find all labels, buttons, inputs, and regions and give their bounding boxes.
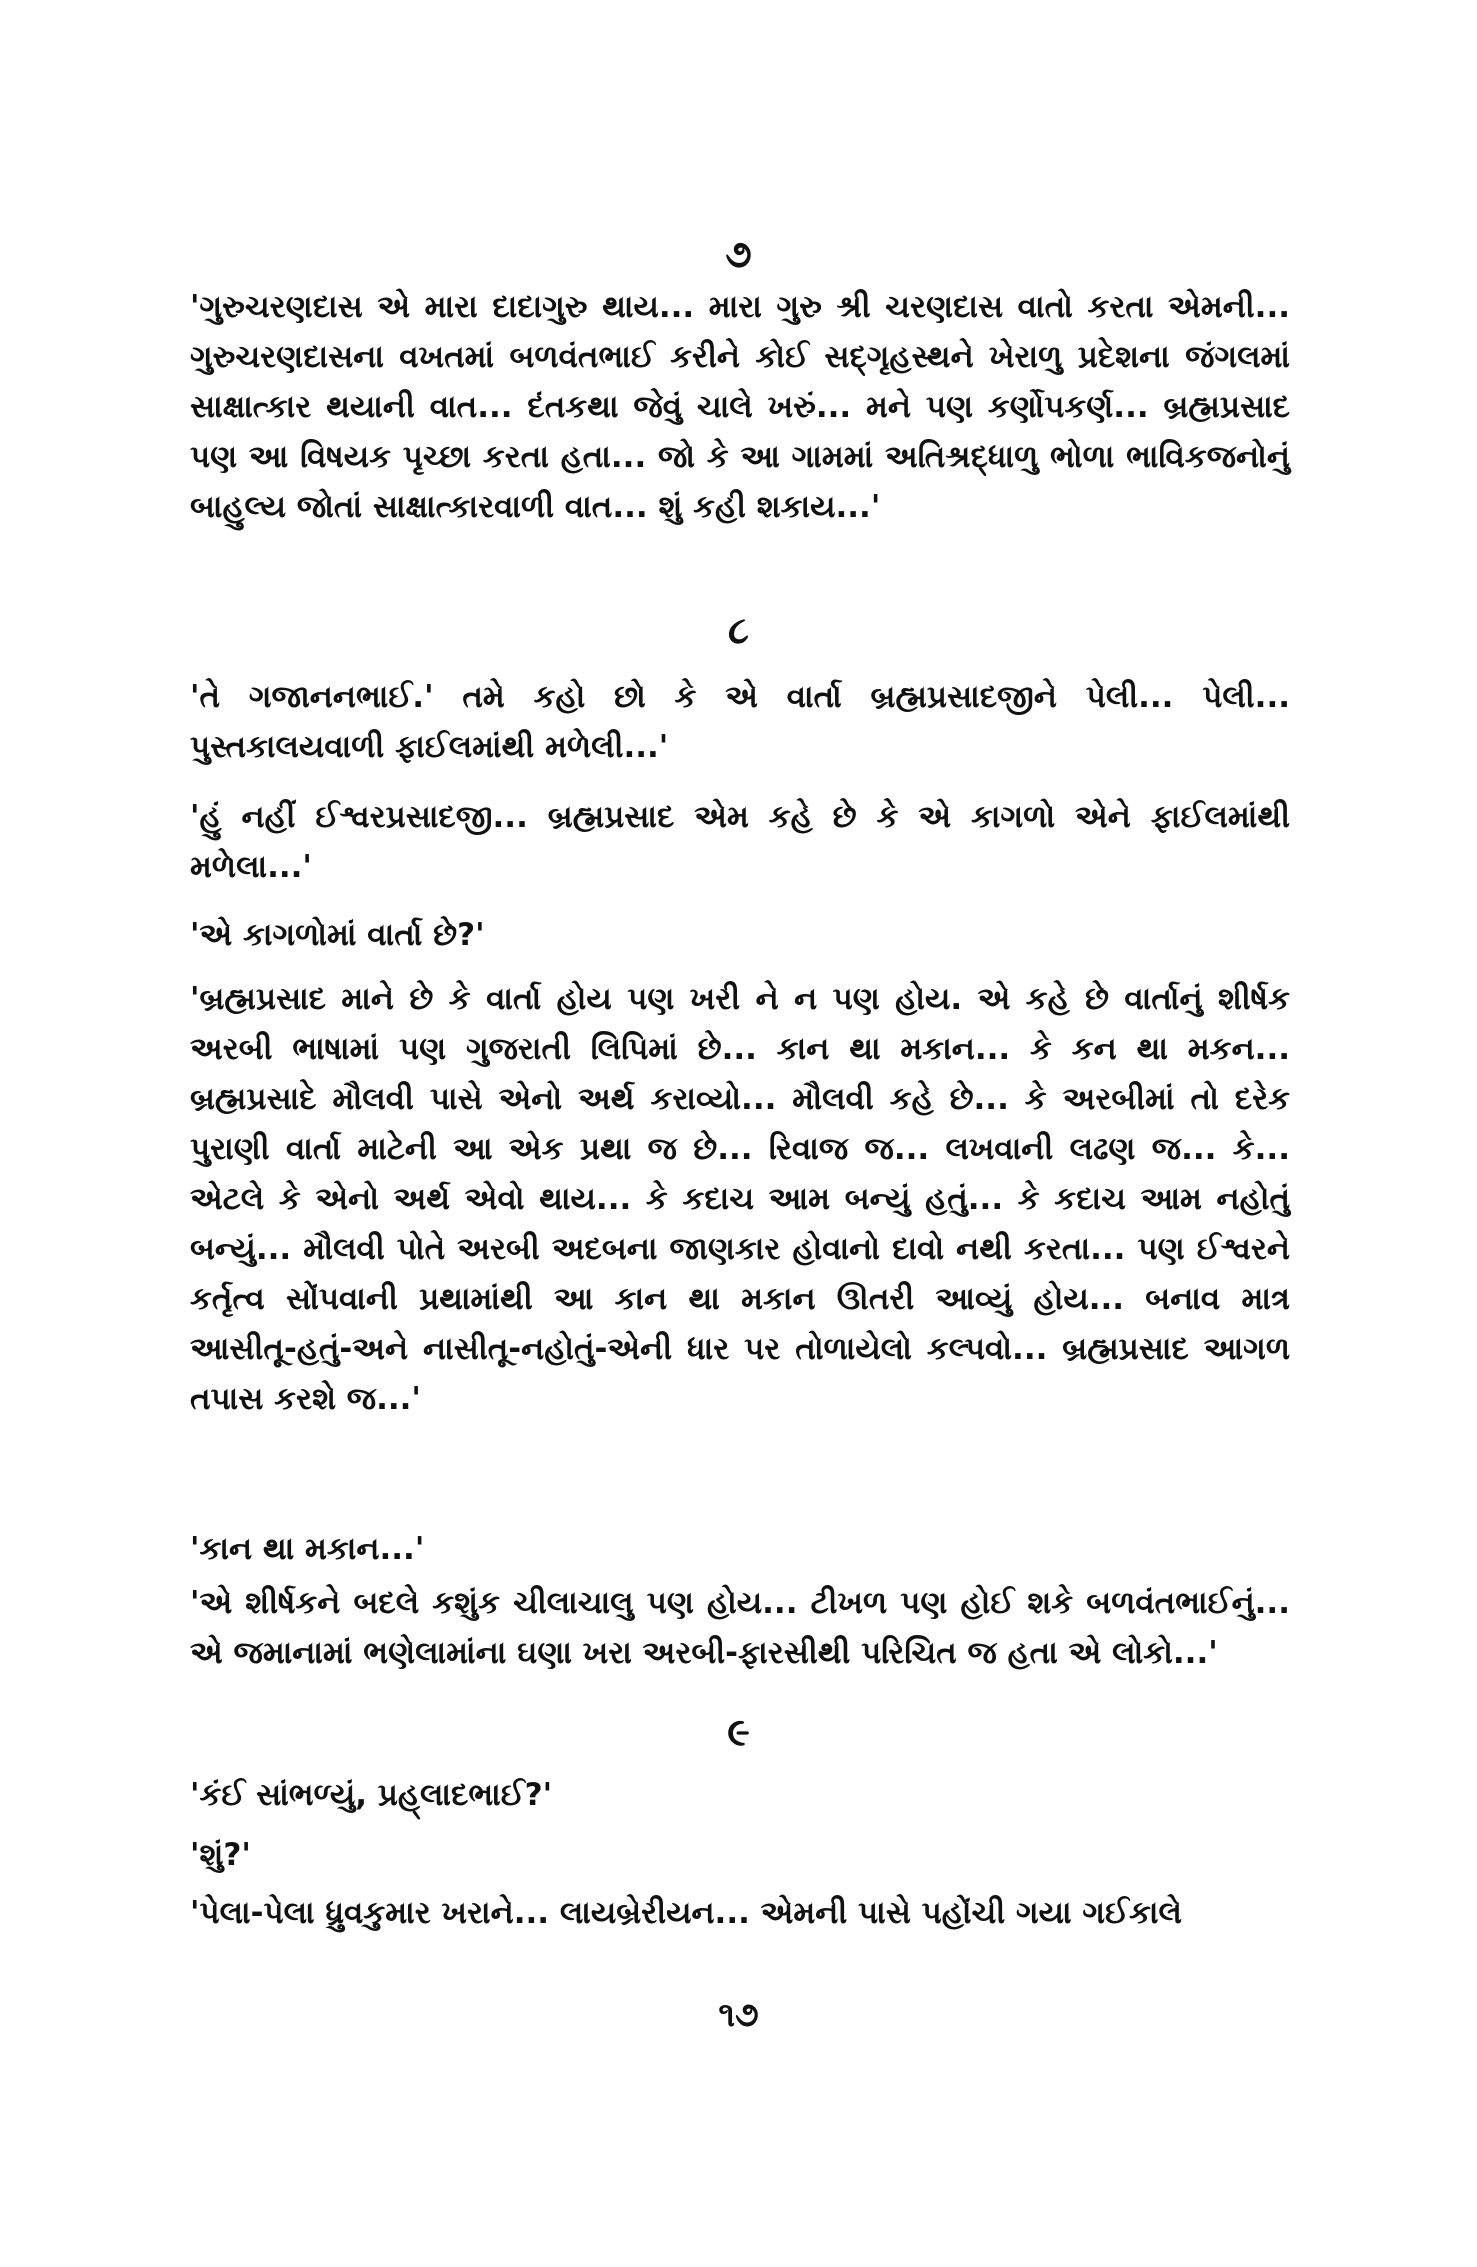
paragraph: 'શું?' — [190, 1837, 251, 1873]
paragraph: 'પેલા-પેલા ધ્રુવકુમાર ખરાને... લાયબ્રેરીયન... એમની પાસે પહોંચી ગયા ગઈકાલે — [190, 1895, 1182, 1931]
paragraph: 'એ કાગળોમાં વાર્તા છે?' — [190, 917, 485, 953]
paragraph: 'તે ગજાનનભાઈ.' તમે કહો છો કે એ વાર્તા બ્રહ્મપ્રસાદજીને પેલી... પેલી... પુસ્તકાલયવાળી ફાઈલમાંથી મળેલી...' — [190, 679, 1290, 765]
page-number: ૧૭ — [718, 1995, 759, 2035]
paragraph: 'બ્રહ્મપ્રસાદ માને છે કે વાર્તા હોય પણ ખરી ને ન પણ હોય. એ કહે છે વાર્તાનું શીર્ષક અરબી ભાષામાં પણ ગુજરાતી લિપિમાં છે... કાન થા મકાન... કે કન થા મકન... બ્રહ્મપ્રસાદે મૌલવી પાસે એનો અર્થ કરાવ્યો... મૌલવી કહે છે... કે અરબીમાં તો દરેક પુરાણી વાર્તા માટેની આ એક પ્રથા જ છે... રિવાજ જ... લખવાની લઢણ જ... કે... એટલે કે એનો અર્થ એવો થાય... કે કદાચ આમ બન્યું હતું... કે કદાચ આમ નહોતું બન્યું... મૌલવી પોતે અરબી અદબના જાણકાર હોવાનો દાવો નથી કરતા... પણ ઈશ્વરને કર્તૃત્વ સોંપવાની પ્રથામાંથી આ કાન થા મકાન ઊતરી આવ્યું હોય... બનાવ માત્ર આસીતૂ-હતું-અને નાસીતૂ-નહોતું-એની ધાર પર તોળાયેલો કલ્પવો... બ્રહ્મપ્રસાદ આગળ તપાસ કરશે જ...' — [190, 981, 1290, 1417]
paragraph: 'એ શીર્ષકને બદલે કશુંક ચીલાચાલુ પણ હોય... ટીખળ પણ હોઈ શકે બળવંતભાઈનું... એ જમાનામાં ભણેલામાંના ઘણા ખરા અરબી-ફારસીથી પરિચિત જ હતા એ લોકો...' — [190, 1585, 1290, 1671]
section-number: ૭ — [725, 232, 752, 276]
section-number: ૮ — [728, 608, 749, 652]
paragraph: 'હું નહીં ઈશ્વરપ્રસાદજી... બ્રહ્મપ્રસાદ એમ કહે છે કે એ કાગળો એને ફાઈલમાંથી મળેલા...' — [190, 799, 1290, 885]
section-number: ૯ — [727, 1710, 750, 1754]
paragraph: 'ગુરુચરણદાસ એ મારા દાદાગુરુ થાય... મારા ગુરુ શ્રી ચરણદાસ વાતો કરતા એમની... ગુરુચરણદાસના વખતમાં બળવંતભાઈ કરીને કોઈ સદ્‌ગૃહસ્થને ખેરાળુ પ્રદેશના જંગલમાં સાક્ષાત્કાર થયાની વાત... દંતકથા જેવું ચાલે ખરું... મને પણ કર્ણોપકર્ણ... બ્રહ્મપ્રસાદ પણ આ વિષયક પૃચ્છા કરતા હતા... જો કે આ ગામમાં અતિશ્રદ્ધાળુ ભોળા ભાવિકજનોનું બાહુલ્ય જોતાં સાક્ષાત્કારવાળી વાત... શું કહી શકાય...' — [190, 289, 1290, 525]
paragraph: 'કંઈ સાંભળ્યું, પ્રહ્‌લાદભાઈ?' — [190, 1777, 553, 1813]
paragraph: 'કાન થા મકાન...' — [190, 1531, 425, 1567]
